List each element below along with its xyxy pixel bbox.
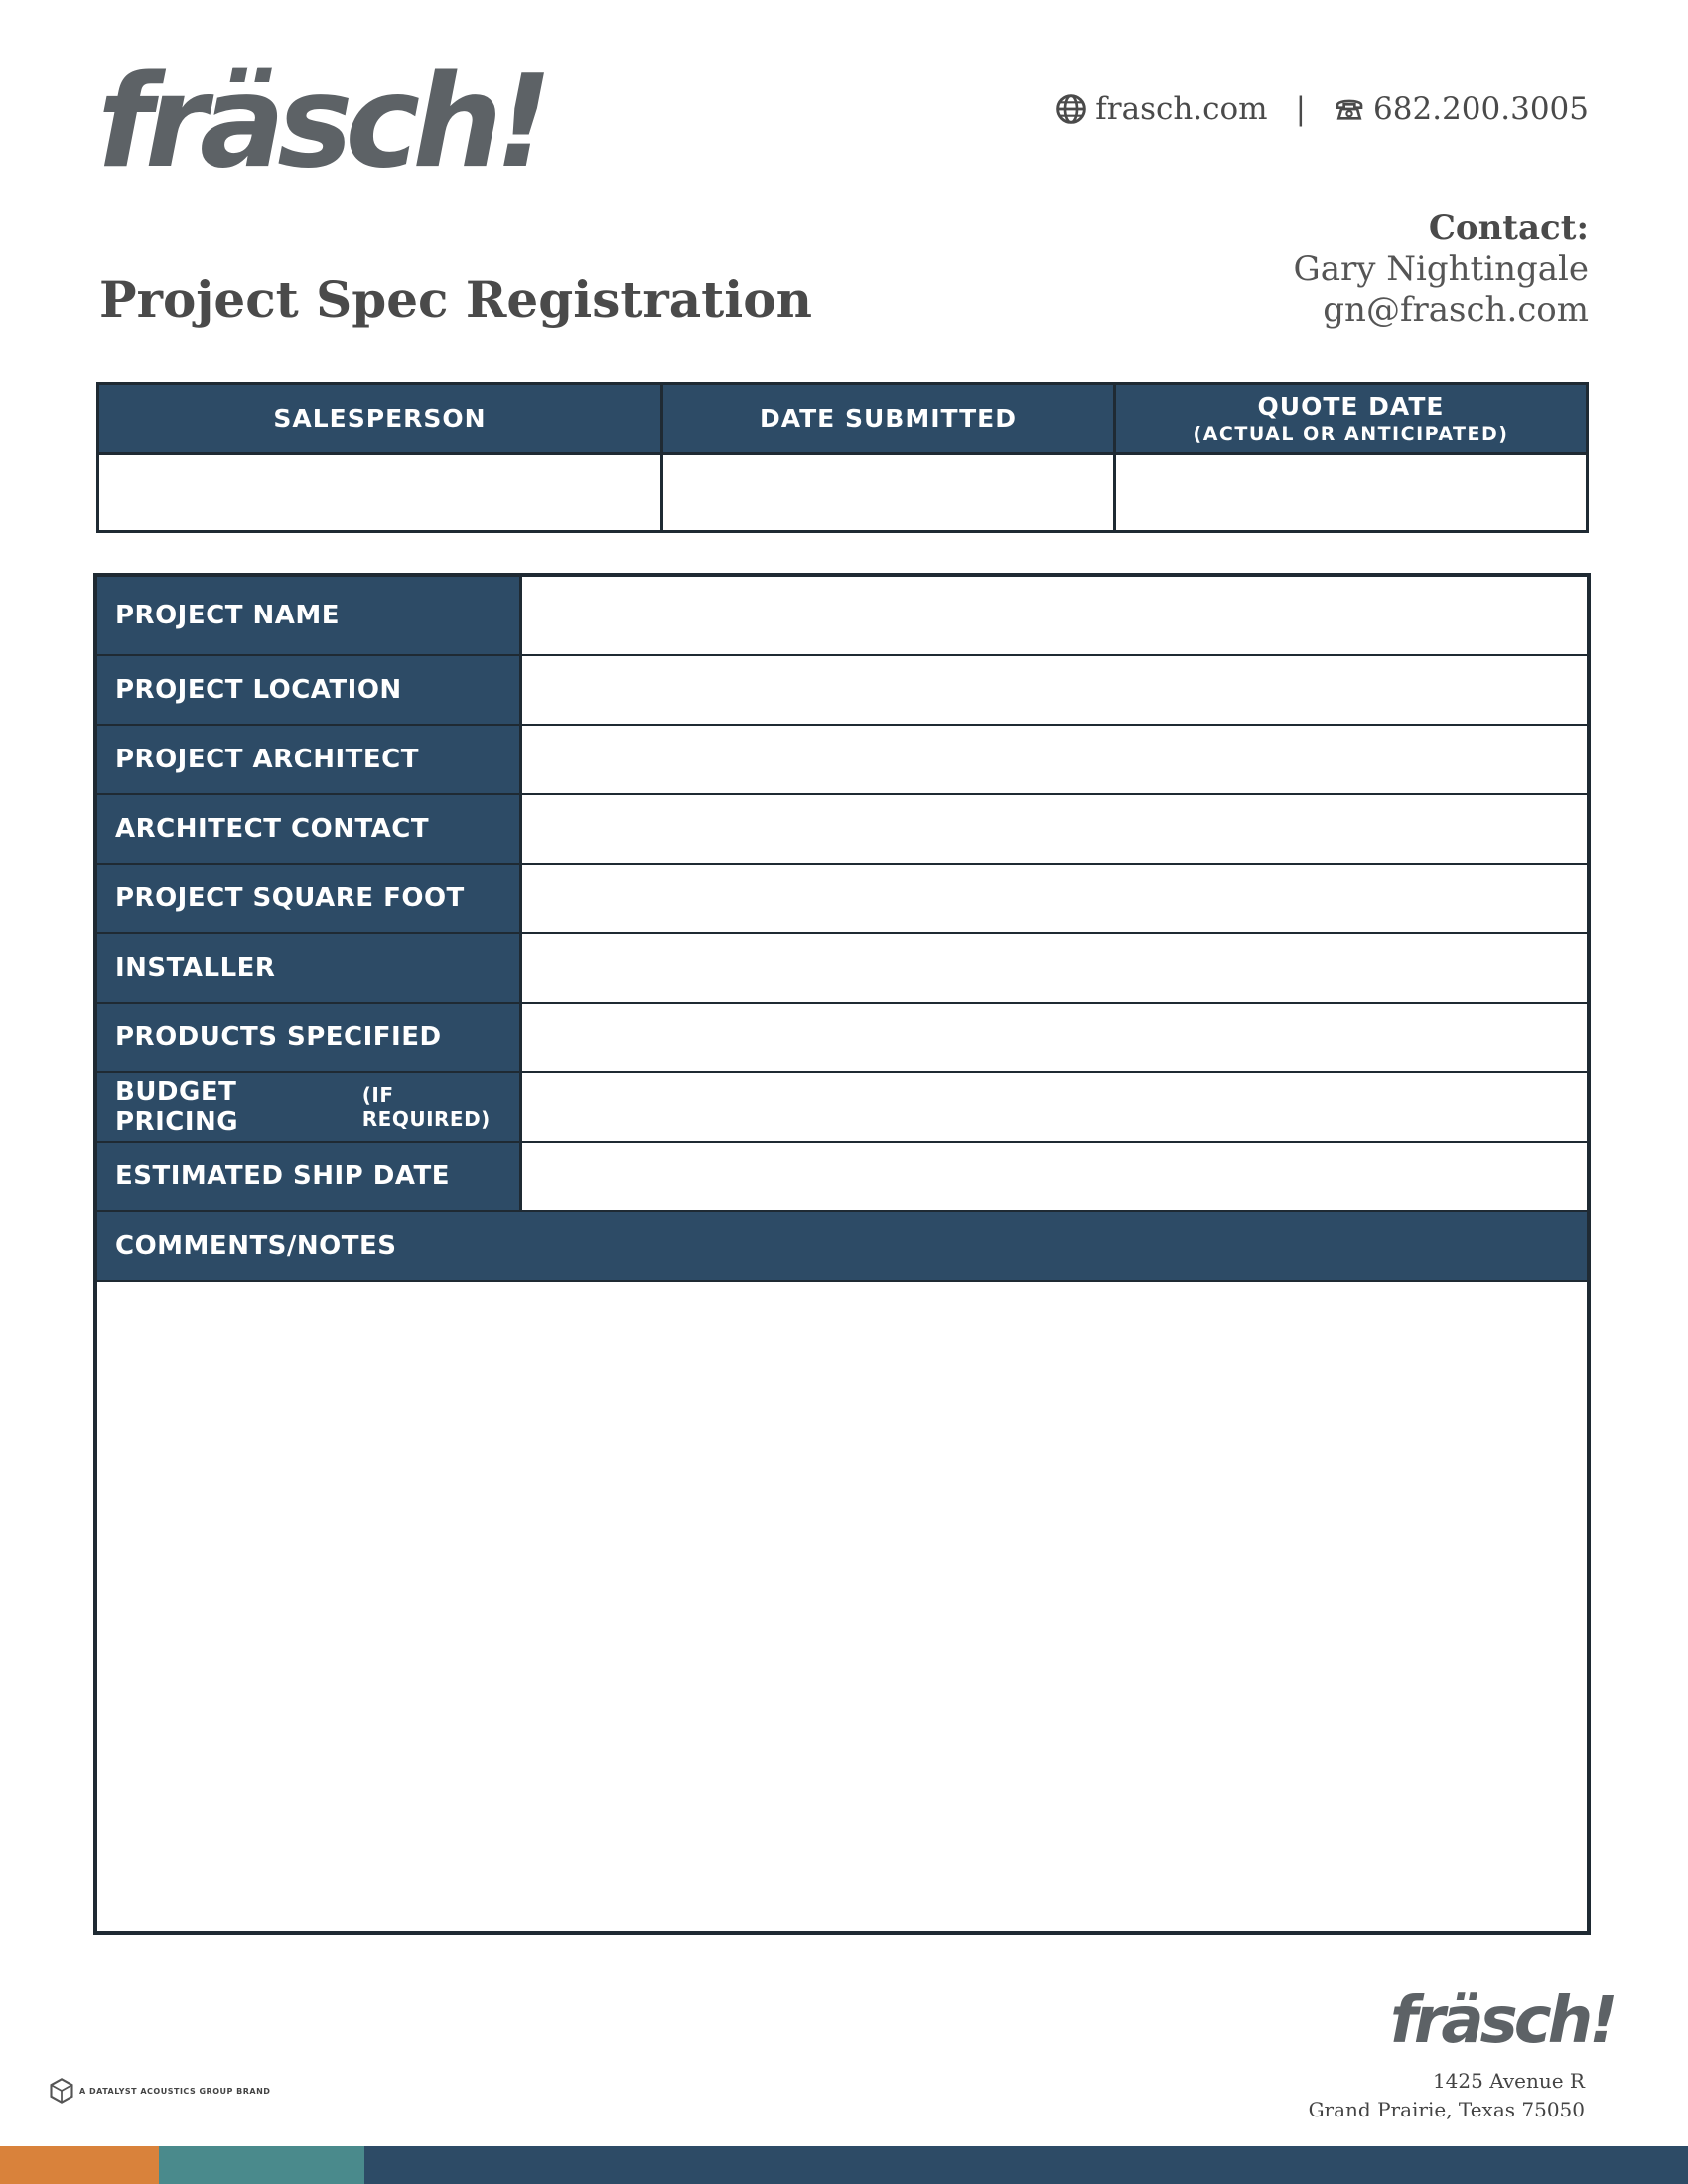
estimated-ship-date-field[interactable] xyxy=(522,1143,1587,1210)
header-contact-line xyxy=(1055,91,1589,127)
budget-pricing-label-text: BUDGET PRICING xyxy=(115,1077,239,1137)
salesperson-field[interactable] xyxy=(99,455,663,530)
contact-email[interactable]: gn@frasch.com xyxy=(1323,290,1589,330)
project-square-foot-label-text: PROJECT SQUARE FOOT xyxy=(115,884,465,913)
project-square-foot-field[interactable] xyxy=(522,865,1587,932)
project-form xyxy=(93,573,1591,1935)
estimated-ship-date-label-text: ESTIMATED SHIP DATE xyxy=(115,1161,450,1191)
contact-label: Contact: xyxy=(1428,208,1589,248)
installer-label-text: INSTALLER xyxy=(115,953,276,983)
quote-date-field[interactable] xyxy=(1116,455,1586,530)
phone-icon xyxy=(1334,93,1365,125)
architect-contact-field[interactable] xyxy=(522,795,1587,863)
address-line-2: Grand Prairie, Texas 75050 xyxy=(1308,2098,1585,2121)
project-name-field[interactable] xyxy=(522,577,1587,654)
budget-pricing-field[interactable] xyxy=(522,1073,1587,1141)
quote-date-header-label: QUOTE DATE xyxy=(1257,392,1445,421)
form-row-project-name xyxy=(97,577,1587,656)
cube-logo-icon xyxy=(48,2077,75,2105)
products-specified-field[interactable] xyxy=(522,1004,1587,1071)
comments-notes-header xyxy=(97,1212,1587,1282)
budget-pricing-note: (IF REQUIRED) xyxy=(361,1083,491,1131)
form-row-architect-contact xyxy=(97,795,1587,865)
installer-field[interactable] xyxy=(522,934,1587,1002)
contact-block xyxy=(1294,208,1589,331)
estimated-ship-date-label xyxy=(97,1143,522,1210)
footer-bar-orange xyxy=(0,2146,159,2184)
form-row-installer xyxy=(97,934,1587,1004)
project-name-label-text: PROJECT NAME xyxy=(115,601,340,630)
comments-notes-label: COMMENTS/NOTES xyxy=(115,1231,397,1261)
budget-pricing-label xyxy=(97,1073,522,1141)
globe-icon xyxy=(1055,93,1087,125)
products-specified-label xyxy=(97,1004,522,1071)
datalyst-brand-mark xyxy=(48,2077,270,2105)
date-submitted-header xyxy=(663,385,1116,455)
footer-address xyxy=(1309,2067,1585,2124)
contact-name: Gary Nightingale xyxy=(1293,249,1589,289)
header-separator: | xyxy=(1295,91,1307,127)
footer-color-bar xyxy=(0,2146,1688,2184)
project-architect-field[interactable] xyxy=(522,726,1587,793)
quote-date-header xyxy=(1116,385,1586,455)
form-row-project-location xyxy=(97,656,1587,726)
phone-number[interactable]: 682.200.3005 xyxy=(1373,91,1589,127)
architect-contact-label-text: ARCHITECT CONTACT xyxy=(115,814,430,844)
project-architect-label xyxy=(97,726,522,793)
project-name-label xyxy=(97,577,522,654)
footer-frasch-logo: fräsch! xyxy=(1390,1984,1615,2058)
brand-mark-text: A DATALYST ACOUSTICS GROUP BRAND xyxy=(79,2086,271,2096)
form-row-project-architect xyxy=(97,726,1587,795)
salesperson-header-label: SALESPERSON xyxy=(273,404,487,433)
project-location-label-text: PROJECT LOCATION xyxy=(115,675,402,705)
top-info-table xyxy=(96,382,1589,533)
website-link[interactable]: frasch.com xyxy=(1095,91,1268,127)
quote-date-header-note: (ACTUAL OR ANTICIPATED) xyxy=(1193,423,1509,445)
date-submitted-field[interactable] xyxy=(663,455,1116,530)
salesperson-header xyxy=(99,385,663,455)
date-submitted-header-label: DATE SUBMITTED xyxy=(759,404,1018,433)
page-title: Project Spec Registration xyxy=(99,270,812,329)
frasch-logo: fräsch! xyxy=(97,49,545,197)
project-architect-label-text: PROJECT ARCHITECT xyxy=(115,745,419,774)
footer-bar-navy xyxy=(364,2146,1688,2184)
form-row-budget-pricing xyxy=(97,1073,1587,1143)
project-location-field[interactable] xyxy=(522,656,1587,724)
project-square-foot-label xyxy=(97,865,522,932)
form-row-products-specified xyxy=(97,1004,1587,1073)
footer-bar-teal xyxy=(159,2146,364,2184)
installer-label xyxy=(97,934,522,1002)
form-row-project-square-foot xyxy=(97,865,1587,934)
products-specified-label-text: PRODUCTS SPECIFIED xyxy=(115,1023,442,1052)
address-line-1: 1425 Avenue R xyxy=(1432,2069,1585,2093)
form-row-estimated-ship-date xyxy=(97,1143,1587,1212)
comments-notes-field[interactable] xyxy=(97,1282,1587,1931)
architect-contact-label xyxy=(97,795,522,863)
project-location-label xyxy=(97,656,522,724)
